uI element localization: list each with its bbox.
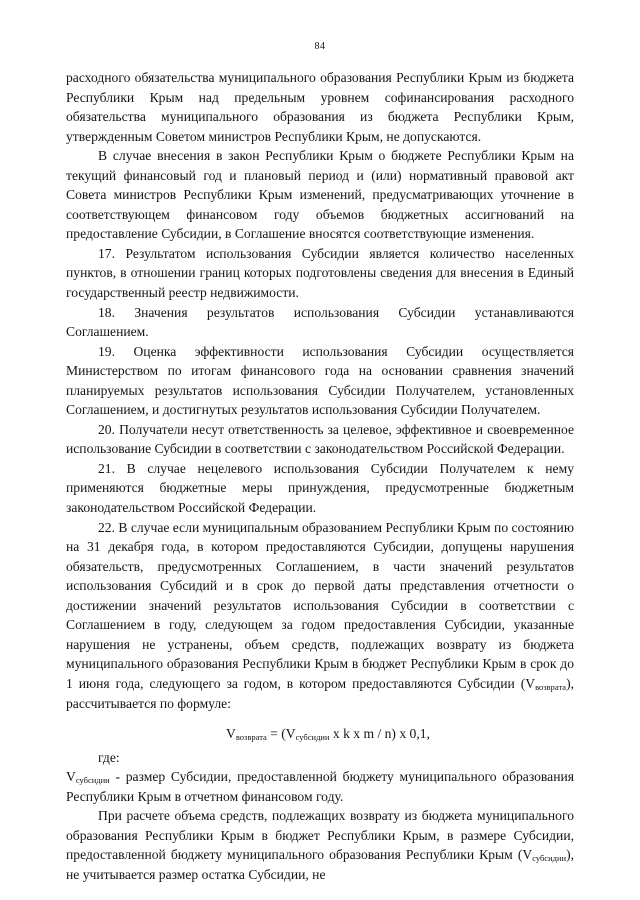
- paragraph-19: 19. Оценка эффективности использования Субсидии осуществляется Министерством по итогам финансового года на основании сравнения значений планируемых результатов использования Субсидии Получателем, установленных Соглашением, и достигнутых результатов использования Субсидии Получателем.: [66, 343, 574, 418]
- paragraph-calculation: [66, 806, 574, 884]
- formula-lhs-subscript: возврата: [235, 732, 267, 743]
- page-number: 84: [314, 41, 326, 52]
- paragraph-20: 20. Получатели несут ответственность за целевое, эффективное и своевременное использование Субсидии в соответствии с законодательством Российской Федерации.: [66, 421, 574, 457]
- paragraph-18: 18. Значения результатов использования Субсидии устанавливаются Соглашением.: [66, 304, 574, 340]
- definition-text: - размер Субсидии, предоставленной бюджету муниципального образования Республики Крым в отчетном финансовом году.: [66, 769, 574, 804]
- paragraph-21: 21. В случае нецелевого использования Субсидии Получателем к нему применяются бюджетные меры принуждения, предусмотренные бюджетным законодательством Российской Федерации.: [66, 460, 574, 516]
- paragraph-22-text: 22. В случае если муниципальным образованием Республики Крым по состоянию на 31 декабря года, в котором предоставляются Субсидии, допущены нарушения обязательств, предусмотренных Соглашением, в части значений результатов использования Субсидий и в срок до первой даты представления отчетности о достижении значений результатов использования Субсидии в соответствии с Соглашением в году, следующем за годом предоставления Субсидии, указанные нарушения не устранены, объем средств, подлежащих возврату из бюджета муниципального образования Республики Крым в бюджет Республики Крым в срок до 1 июня года, следующего за годом, в котором предоставляются Субсидии (V: [66, 519, 574, 691]
- document-body: [66, 68, 574, 884]
- paragraph-budget-changes: В случае внесения в закон Республики Крым о бюджете Республики Крым на текущий финансовый год и плановый период и (или) нормативный правовой акт Совета министров Республики Крым изменений, предусматривающих уточнение в соответствующем финансовом году объемов бюджетных ассигнований на предоставление Субсидии, в Соглашение вносятся соответствующие изменения.: [66, 148, 574, 242]
- paragraph-22-subscript: возврата: [535, 681, 567, 692]
- paragraph-22: [66, 518, 574, 713]
- formula-rhs-subscript: субсидии: [295, 732, 330, 743]
- paragraph-22-end: ), рассчитывается по формуле:: [66, 675, 574, 711]
- formula-eq: = (V: [266, 726, 296, 742]
- definition-subscript: субсидии: [75, 775, 110, 786]
- calculation-end: ), не учитывается размер остатка Субсидии, не: [66, 847, 574, 882]
- paragraph-17: 17. Результатом использования Субсидии является количество населенных пунктов, в отношении границ которых подготовлены сведения для внесения в Единый государственный реестр недвижимости.: [66, 245, 574, 301]
- formula-rest: x k x m / n) x 0,1,: [329, 726, 430, 742]
- definition-v-subsidy: [66, 767, 574, 806]
- calculation-text: При расчете объема средств, подлежащих возврату из бюджета муниципального образования Республики Крым в бюджет Республики Крым, в размере Субсидии, предоставленной бюджету муниципального образования Республики Крым (V: [66, 808, 574, 863]
- calculation-subscript: субсидии: [532, 853, 567, 864]
- paragraph-continuation: расходного обязательства муниципального образования Республики Крым из бюджета Республики Крым над предельным уровнем софинансирования расходного обязательства муниципального образования из бюджета Республики Крым, утвержденным Советом министров Республики Крым, не допускаются.: [66, 70, 574, 144]
- definition-symbol: V: [66, 769, 76, 785]
- formula-lhs: V: [226, 726, 236, 742]
- refund-formula: [66, 724, 574, 744]
- where-label: где:: [98, 749, 120, 765]
